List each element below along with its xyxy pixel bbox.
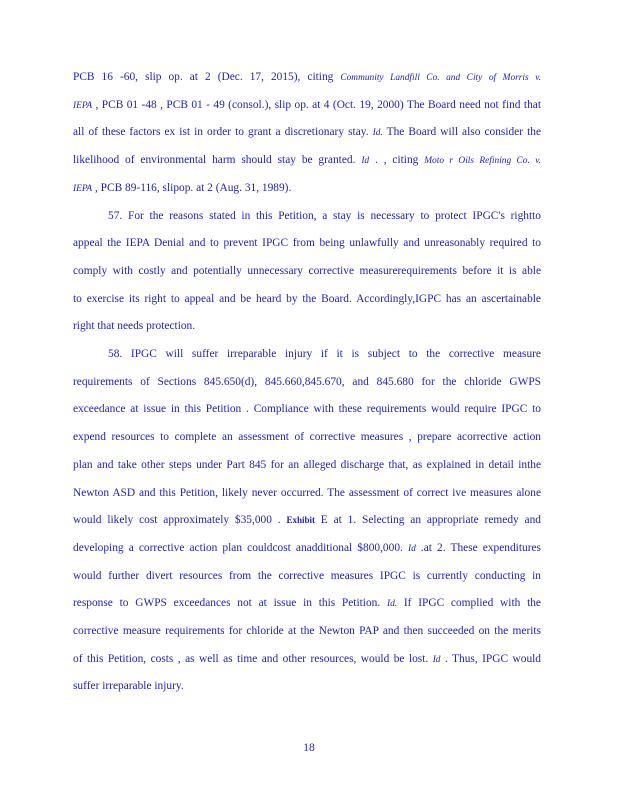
text-run: plan and take other steps under Part 845 for an alleged discharge that, as explained in detail inthe — [73, 458, 541, 471]
text-run: would further divert resources from the corrective measures IPGC is currently conducting in — [73, 569, 541, 582]
text-line — [73, 319, 541, 333]
text-run: all of these factors ex ist in order to grant a discretionary stay. — [73, 126, 373, 139]
text-run: appeal the IEPA Denial and to prevent IPGC from being unlawfully and unreasonably required to — [73, 237, 541, 250]
text-run: corrective measure requirements for chloride at the Newton PAP and then succeeded on the merits — [73, 625, 541, 637]
text-line — [73, 375, 541, 389]
text-run: requirements of Sections 845.650(d), 845.660,845.670, and 845.680 for the chloride GWPS — [73, 375, 541, 388]
text-line — [73, 541, 541, 555]
text-line — [73, 513, 541, 527]
text-run: PCB 16 -60, slip op. at 2 (Dec. 17, 2015), citing — [73, 71, 341, 83]
text-run: If IPGC complied with the — [397, 597, 541, 610]
text-run: likelihood of environmental harm should stay be granted. — [73, 154, 362, 167]
text-line — [73, 679, 541, 693]
text-line — [73, 458, 541, 472]
page-number: 18 — [303, 742, 315, 754]
text-run: comply with costly and potentially unnecessary corrective measurerequirements before it is able — [73, 264, 541, 277]
text-run: exceedance at issue in this Petition . Compliance with these requirements would require IPGC to — [73, 403, 541, 416]
citation-italic: IEPA — [73, 183, 93, 194]
text-line — [73, 402, 541, 416]
text-run: to exercise its right to appeal and be heard by the Board. Accordingly,IGPC has an ascertainable — [73, 292, 541, 305]
text-run: . , citing — [369, 154, 425, 167]
citation-italic: IEPA — [73, 100, 93, 111]
text-run: suffer irreparable injury. — [73, 680, 184, 693]
text-line — [73, 569, 541, 583]
text-line — [73, 292, 541, 306]
text-run: of this Petition, costs , as well as time and other resources, would be lost. — [73, 652, 433, 665]
text-run: .at 2. These expenditures — [415, 541, 541, 554]
text-line — [73, 236, 541, 250]
citation-italic: Id — [407, 543, 416, 554]
citation-italic: Id. — [372, 128, 383, 139]
citation-italic: Id. — [386, 599, 398, 610]
text-line — [73, 153, 541, 167]
text-line — [108, 209, 541, 223]
exhibit-reference: Exhibit — [286, 515, 315, 526]
text-line — [73, 596, 541, 610]
citation-italic: Id — [432, 654, 441, 665]
text-run: Newton ASD and this Petition, likely never occurred. The assessment of correct ive measures alone — [73, 486, 541, 499]
text-line — [73, 486, 541, 500]
text-line — [73, 70, 541, 84]
text-line — [73, 430, 541, 444]
text-line — [73, 264, 541, 278]
text-line — [73, 624, 541, 638]
text-line — [108, 347, 541, 361]
text-line — [73, 652, 541, 666]
text-run: The Board will also consider the — [382, 126, 541, 139]
text-run: 57. For the reasons stated in this Petition, a stay is necessary to protect IPGC's rightto — [108, 209, 541, 222]
text-line — [73, 125, 541, 139]
citation-italic: Moto r Oils Refining Co. v. — [424, 156, 541, 167]
text-run: , PCB 89-116, slipop. at 2 (Aug. 31, 1989). — [92, 181, 292, 194]
citation-italic: Community Landfill Co. and City of Morris v. — [340, 73, 541, 83]
text-run: would likely cost approximately $35,000 . — [73, 514, 287, 527]
text-run: E at 1. Selecting an appropriate remedy and — [314, 514, 541, 527]
text-line — [73, 98, 541, 112]
text-line — [73, 181, 541, 195]
citation-italic: Id — [361, 156, 370, 167]
text-run: expend resources to complete an assessment of corrective measures , prepare acorrective action — [73, 431, 541, 444]
text-run: . Thus, IPGC would — [440, 652, 541, 665]
text-run: response to GWPS exceedances not at issue in this Petition. — [73, 597, 387, 610]
text-run: , PCB 01 -48 , PCB 01 - 49 (consol.), slip op. at 4 (Oct. 19, 2000) The Board need not find that — [92, 98, 541, 111]
text-run: right that needs protection. — [73, 320, 196, 333]
text-run: developing a corrective action plan couldcost anadditional $800,000. — [73, 541, 408, 554]
text-run: 58. IPGC will suffer irreparable injury if it is subject to the corrective measure — [108, 348, 541, 360]
